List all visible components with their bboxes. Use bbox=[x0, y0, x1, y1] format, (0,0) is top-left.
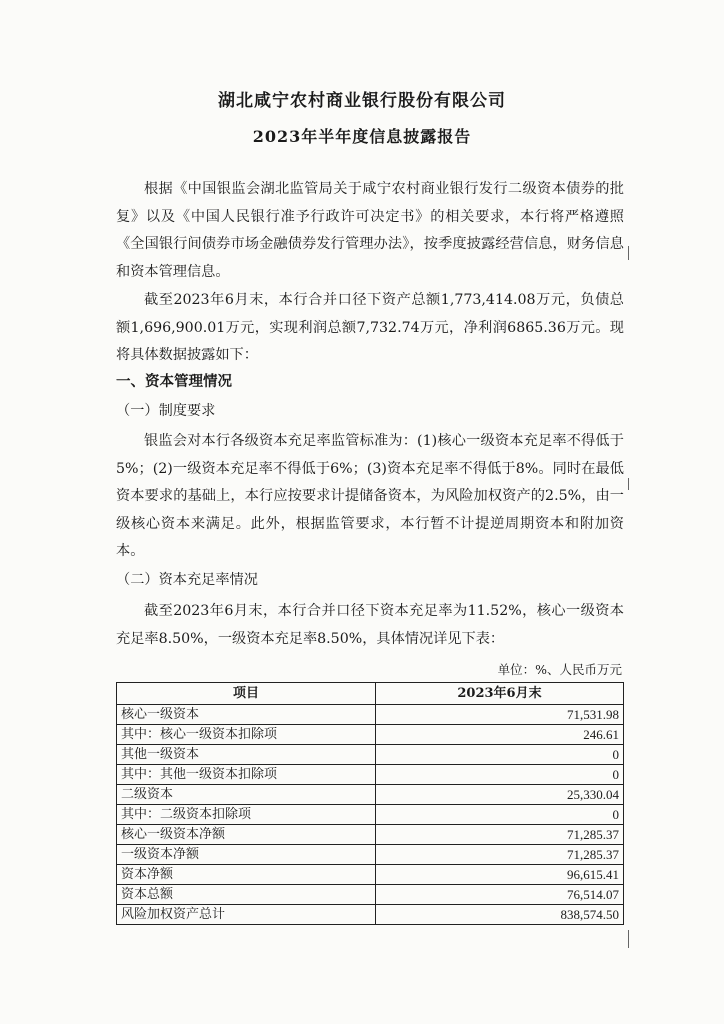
table-row bbox=[117, 765, 624, 785]
table-row bbox=[117, 785, 624, 805]
row-value: 71,285.37 bbox=[376, 825, 624, 845]
row-item: 资本总额 bbox=[117, 885, 376, 905]
row-item: 其中：核心一级资本扣除项 bbox=[117, 725, 376, 745]
capital-table bbox=[116, 682, 624, 925]
row-value: 838,574.50 bbox=[376, 905, 624, 925]
row-item: 二级资本 bbox=[117, 785, 376, 805]
row-value: 246.61 bbox=[376, 725, 624, 745]
row-value: 0 bbox=[376, 745, 624, 765]
header-item: 项目 bbox=[117, 683, 376, 705]
row-item: 风险加权资产总计 bbox=[117, 905, 376, 925]
row-item: 核心一级资本 bbox=[117, 705, 376, 725]
section1-heading: 一、资本管理情况 bbox=[116, 373, 232, 390]
row-item: 一级资本净额 bbox=[117, 845, 376, 865]
table-row bbox=[117, 705, 624, 725]
scan-edge-mark bbox=[628, 930, 629, 948]
row-value: 0 bbox=[376, 805, 624, 825]
row-item: 其他一级资本 bbox=[117, 745, 376, 765]
row-value: 0 bbox=[376, 765, 624, 785]
row-value: 71,285.37 bbox=[376, 845, 624, 865]
row-value: 25,330.04 bbox=[376, 785, 624, 805]
table-row bbox=[117, 905, 624, 925]
subsection1-heading: （一）制度要求 bbox=[116, 403, 216, 419]
subsection2-heading: （二）资本充足率情况 bbox=[116, 572, 258, 588]
unit-note: 单位：%、人民币万元 bbox=[497, 662, 622, 677]
summary-paragraph: 截至2023年6月末，本行合并口径下资产总额1,773,414.08万元，负债总额1,696,900.01万元，实现利润总额7,732.74万元，净利润6865.36万元。现将具体数据披露如下： bbox=[116, 292, 624, 363]
company-name: 湖北咸宁农村商业银行股份有限公司 bbox=[218, 91, 506, 111]
row-item: 其中：其他一级资本扣除项 bbox=[117, 765, 376, 785]
row-item: 其中：二级资本扣除项 bbox=[117, 805, 376, 825]
table-header-row bbox=[117, 683, 624, 705]
table-row bbox=[117, 805, 624, 825]
requirements-paragraph: 银监会对本行各级资本充足率监管标准为：(1)核心一级资本充足率不得低于5%；(2)一级资本充足率不得低于6%；(3)资本充足率不得低于8%。同时在最低资本要求的基础上，本行应按要求计提储备资本，为风险加权资产的2.5%，由一级核心资本来满足。此外，根据监管要求，本行暂不计提逆周期资本和附加资本。 bbox=[116, 433, 624, 559]
capital-ratio-paragraph: 截至2023年6月末，本行合并口径下资本充足率为11.52%，核心一级资本充足率8.50%，一级资本充足率8.50%，具体情况详见下表： bbox=[116, 603, 624, 647]
report-title: 2023年半年度信息披露报告 bbox=[252, 127, 472, 146]
row-value: 71,531.98 bbox=[376, 705, 624, 725]
row-value: 76,514.07 bbox=[376, 885, 624, 905]
table-row bbox=[117, 865, 624, 885]
table-row bbox=[117, 885, 624, 905]
table-row bbox=[117, 845, 624, 865]
intro-paragraph: 根据《中国银监会湖北监管局关于咸宁农村商业银行发行二级资本债券的批复》以及《中国人民银行准予行政许可决定书》的相关要求，本行将严格遵照《全国银行间债券市场金融债券发行管理办法》，按季度披露经营信息，财务信息和资本管理信息。 bbox=[116, 181, 624, 280]
row-item: 资本净额 bbox=[117, 865, 376, 885]
header-period: 2023年6月末 bbox=[376, 683, 624, 705]
row-value: 96,615.41 bbox=[376, 865, 624, 885]
table-row bbox=[117, 725, 624, 745]
row-item: 核心一级资本净额 bbox=[117, 825, 376, 845]
table-row bbox=[117, 825, 624, 845]
scan-edge-mark bbox=[628, 478, 629, 490]
scan-edge-mark bbox=[628, 246, 629, 260]
table-row bbox=[117, 745, 624, 765]
